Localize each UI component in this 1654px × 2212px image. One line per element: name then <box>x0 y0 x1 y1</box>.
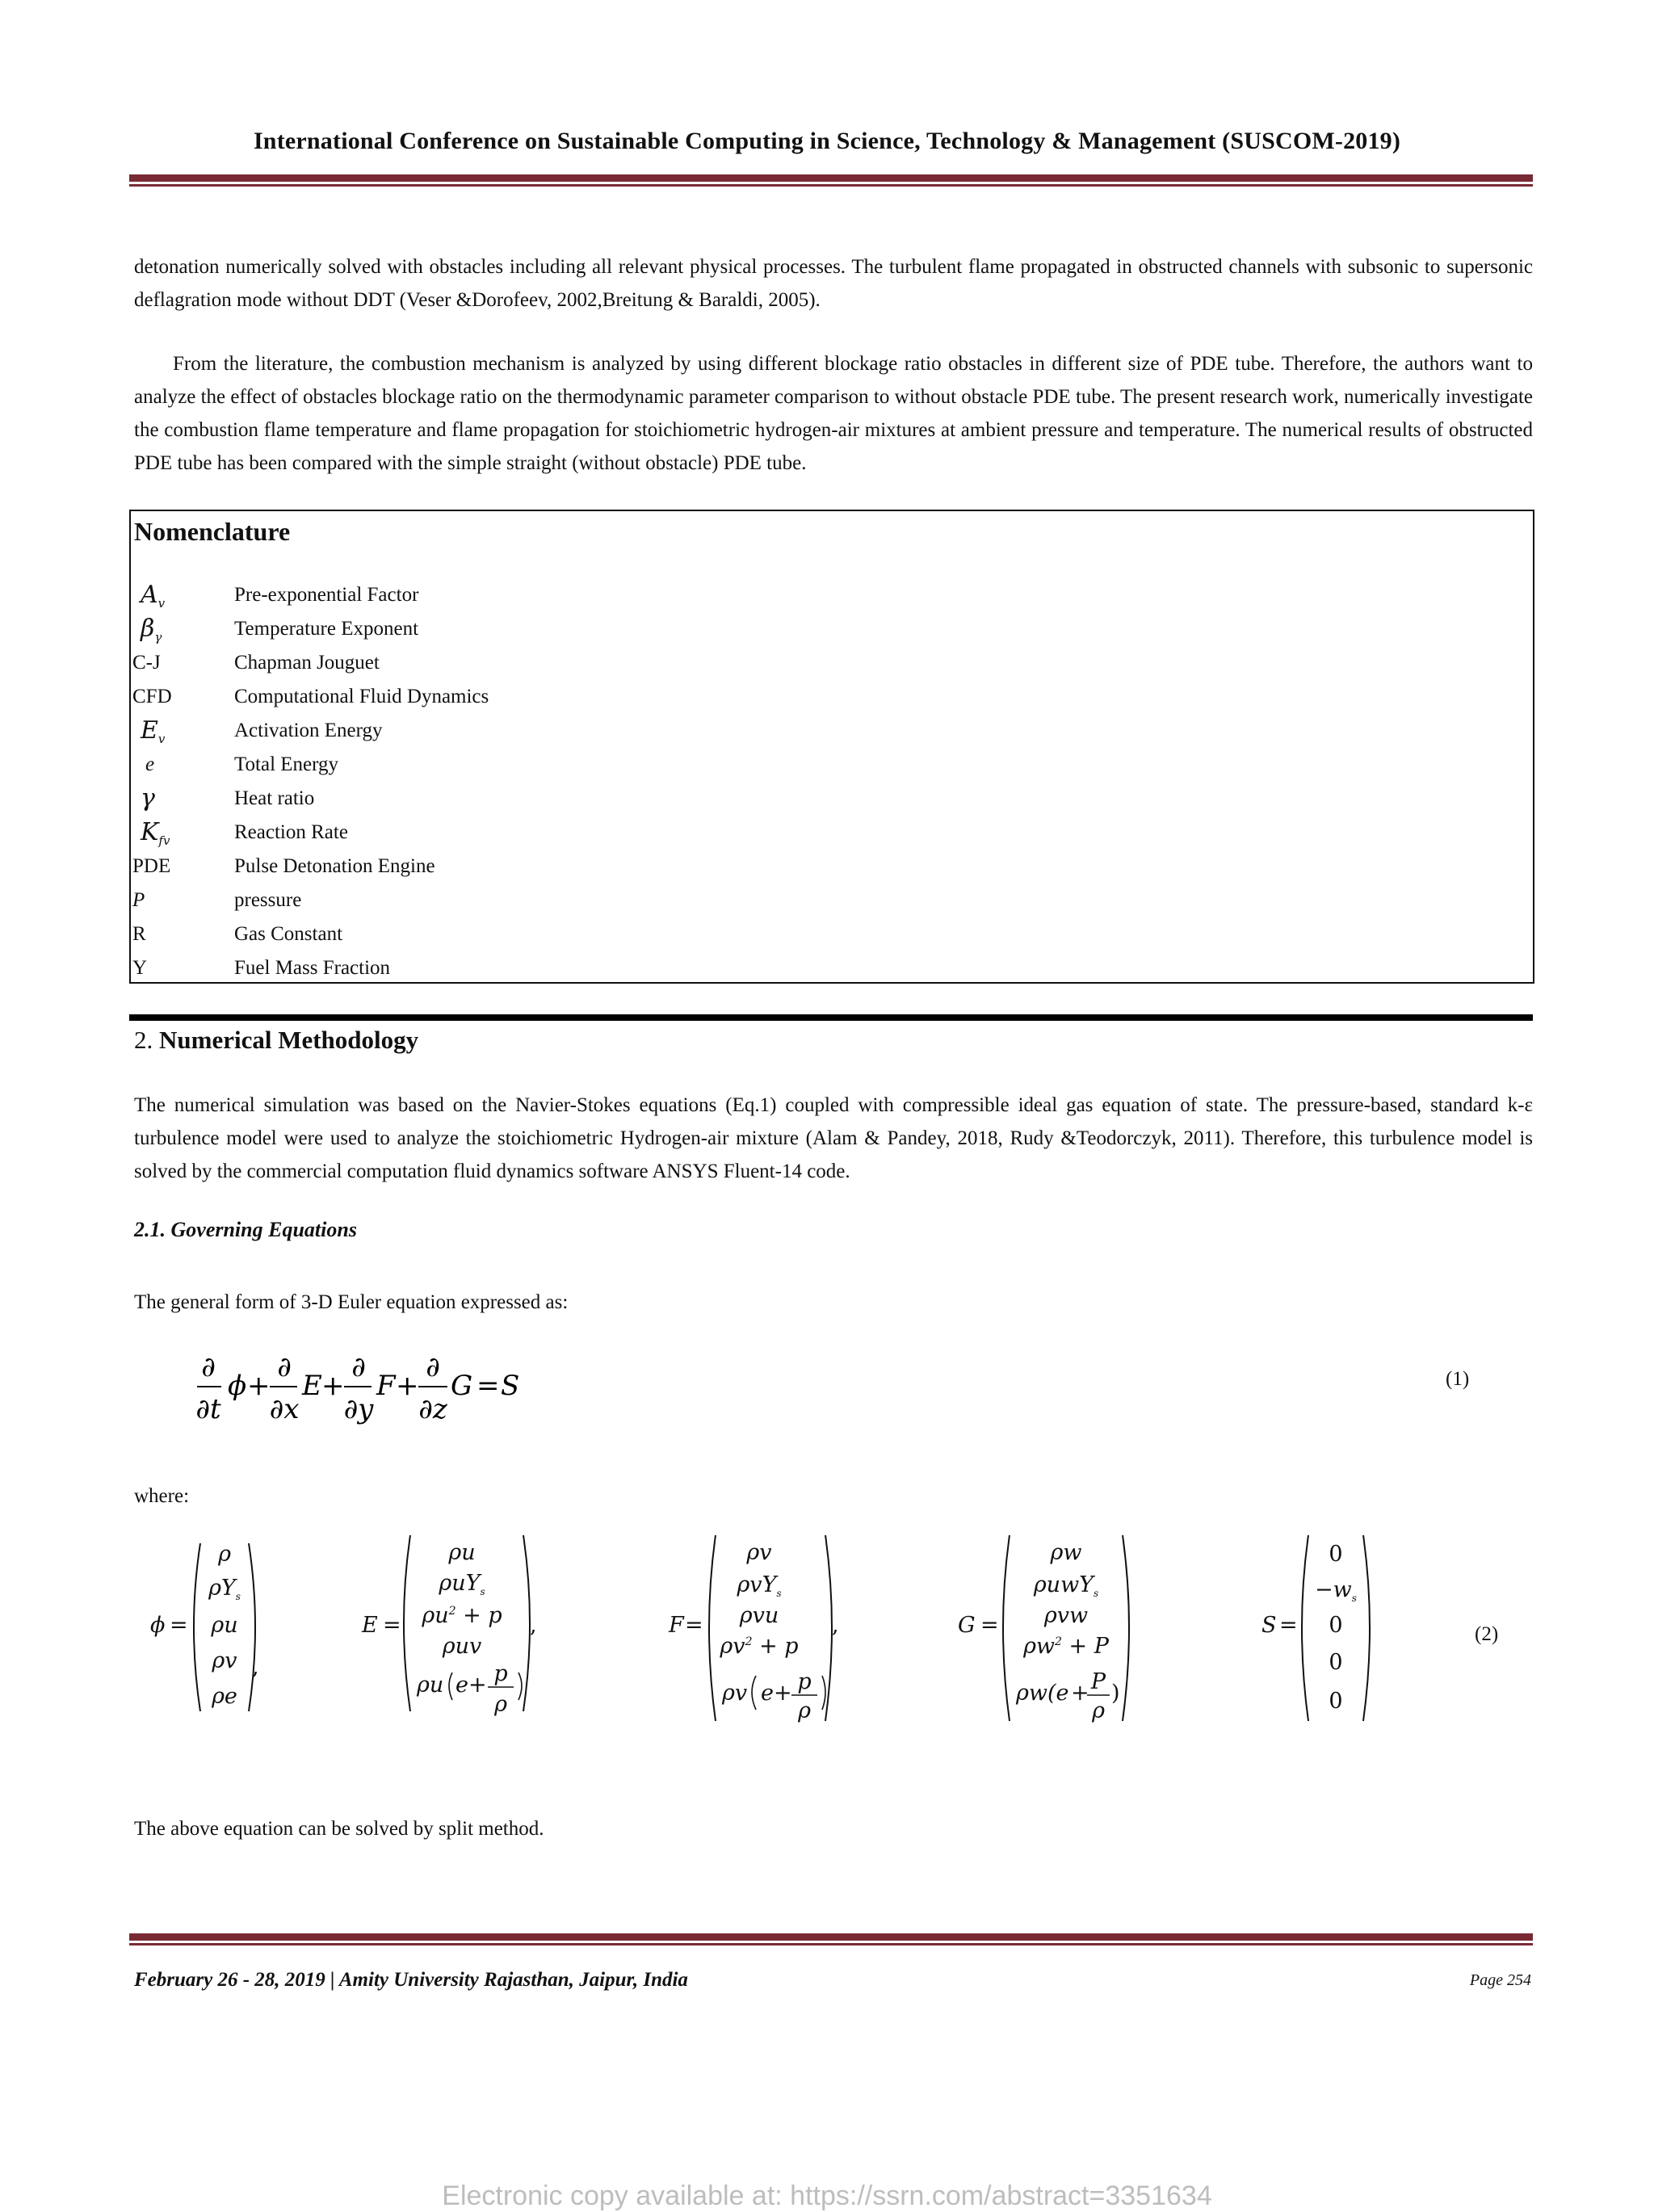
svg-text:ρu: ρu <box>417 1673 444 1698</box>
header-rule-thick <box>129 174 1533 182</box>
nomenclature-definition: Activation Energy <box>234 720 383 741</box>
svg-text:ρvu: ρvu <box>739 1603 779 1628</box>
footer-event-info: February 26 - 28, 2019 | Amity University Rajasthan, Jaipur, India <box>134 1969 688 1991</box>
nomenclature-symbol: PDE <box>132 855 171 877</box>
svg-text:e: e <box>761 1681 774 1706</box>
svg-text:+: + <box>321 1370 345 1402</box>
svg-text:F: F <box>669 1613 684 1638</box>
svg-text:ρ: ρ <box>494 1692 507 1717</box>
svg-text:ρ: ρ <box>798 1698 811 1723</box>
svg-text:+: + <box>468 1673 487 1698</box>
svg-text:∂: ∂ <box>426 1351 440 1383</box>
svg-text:0: 0 <box>1329 1689 1343 1714</box>
svg-text:e: e <box>455 1673 468 1698</box>
svg-text:E: E <box>362 1613 378 1638</box>
svg-text:ϕ: ϕ <box>150 1613 166 1638</box>
svg-text:P: P <box>1090 1669 1106 1694</box>
svg-text:ρuYs: ρuY$_s$ <box>439 1571 485 1597</box>
nomenclature-symbol: e <box>145 753 155 775</box>
svg-text:,: , <box>252 1655 259 1680</box>
nomenclature-definition: Temperature Exponent <box>234 618 419 640</box>
svg-text:F: F <box>376 1370 396 1402</box>
methodology-paragraph: The numerical simulation was based on the Navier-Stokes equations (Eq.1) coupled with compressible ideal gas equation of state. The pressure-based, standard k-ε turbulence model were used to analyze the stoichiometric Hydrogen-air mixture (Alam & Pandey, 2018, Rudy &Teodorczyk, 2011). Therefore, this turbulence model is solved by the commercial computation fluid dynamics software ANSYS Fluent-14 code. <box>134 1094 1533 1182</box>
svg-text:ρu2 + p: $\rho u^2 + p$ <box>422 1603 502 1628</box>
nomenclature-definition: Gas Constant <box>234 923 343 945</box>
svg-text:E: E <box>302 1370 322 1402</box>
svg-text:∂: ∂ <box>277 1351 292 1383</box>
svg-text:0: 0 <box>1329 1650 1343 1675</box>
section-divider <box>129 1014 1533 1021</box>
svg-text:=: = <box>383 1613 401 1638</box>
svg-text:∂z: ∂z <box>418 1393 447 1425</box>
closing-sentence: The above equation can be solved by split method. <box>134 1818 544 1840</box>
nomenclature-heading: Nomenclature <box>134 517 291 546</box>
svg-text:∂: ∂ <box>201 1351 216 1383</box>
svg-text:0: 0 <box>1329 1613 1343 1638</box>
svg-text:∂x: ∂x <box>269 1393 300 1425</box>
nomenclature-definition: Reaction Rate <box>234 821 348 843</box>
svg-text:G: G <box>958 1613 976 1638</box>
nomenclature-definition: Pre-exponential Factor <box>234 584 419 606</box>
nomenclature-symbol: γ <box>141 784 155 812</box>
svg-text:,: , <box>530 1613 537 1638</box>
svg-text:∂y: ∂y <box>343 1393 374 1425</box>
svg-text:ρw(e: ρw(e <box>1016 1681 1069 1706</box>
svg-text:ρu: ρu <box>448 1540 476 1565</box>
ssrn-watermark: Electronic copy available at: https://ssrn.com/abstract=3351634 <box>442 2181 1212 2211</box>
svg-text:0: 0 <box>1329 1542 1343 1567</box>
svg-text:∂: ∂ <box>351 1351 366 1383</box>
paragraph-detonation: detonation numerically solved with obstacles including all relevant physical processes. The turbulent flame propagated in obstructed channels with subsonic to supersonic deflagration mode without DDT (Veser &Dorofeev, 2002,Breitung & Baraldi, 2005). <box>134 256 1533 311</box>
svg-text:=: = <box>980 1613 999 1638</box>
paragraph-literature: From the literature, the combustion mechanism is analyzed by using different blockage ratio obstacles in different size of PDE tube. Therefore, the authors want to analyze the effect of obstacles blockage ratio on the thermodynamic parameter comparison to without obstacle PDE tube. The present research work, numerically investigate the combustion flame temperature and flame propagation for stoichiometric hydrogen-air mixtures at ambient pressure and temperature. The numerical results of obstructed PDE tube has been compared with the simple straight (without obstacle) PDE tube. <box>134 353 1533 474</box>
nomenclature-symbol: C-J <box>132 652 161 674</box>
svg-text:ϕ: ϕ <box>228 1370 247 1402</box>
svg-text:ρv2 + p: $\rho v^2 + p$ <box>720 1634 799 1659</box>
page-number: Page 254 <box>1469 1971 1531 1989</box>
nomenclature-symbol: R <box>132 923 146 945</box>
nomenclature-definition: Pulse Detonation Engine <box>234 855 435 877</box>
svg-text:ρvYs: ρvY$_s$ <box>737 1572 782 1599</box>
svg-text:=: = <box>170 1613 188 1638</box>
svg-text:S: S <box>501 1370 520 1402</box>
svg-text:−ws: $-w_s$ <box>1315 1577 1357 1604</box>
svg-text:+: + <box>396 1370 419 1402</box>
footer-rule-thin <box>129 1943 1533 1945</box>
nomenclature-symbol: Y <box>132 957 148 979</box>
svg-text:,: , <box>832 1613 839 1638</box>
equation-1-number: (1) <box>1446 1368 1470 1390</box>
where-label: where: <box>134 1485 190 1507</box>
svg-text:ρuwYs: ρuwY$_s$ <box>1033 1572 1099 1599</box>
svg-text:ρw2 + P: $\rho w^2 + P$ <box>1023 1634 1109 1659</box>
nomenclature-definition: Computational Fluid Dynamics <box>234 686 489 707</box>
section-number: 2. <box>134 1026 153 1054</box>
equation-2-number: (2) <box>1475 1623 1499 1645</box>
svg-text:): ) <box>1111 1681 1120 1706</box>
equation-1 <box>194 1341 565 1429</box>
svg-text:=: = <box>476 1370 500 1402</box>
svg-text:ρ: ρ <box>218 1542 231 1567</box>
nomenclature-definition: Chapman Jouguet <box>234 652 380 674</box>
nomenclature-definition: Fuel Mass Fraction <box>234 957 391 979</box>
svg-text:ρv: ρv <box>722 1681 748 1706</box>
conference-header-title: International Conference on Sustainable Computing in Science, Technology & Management (SUSCOM-2019) <box>253 128 1401 154</box>
subsection-heading: 2.1. Governing Equations <box>134 1218 357 1241</box>
svg-text:ρv: ρv <box>746 1540 772 1565</box>
svg-text:p: p <box>797 1669 812 1694</box>
svg-text:+: + <box>774 1681 792 1706</box>
nomenclature-definition: pressure <box>234 889 302 911</box>
svg-text:ρYs: $\rho Y_s$ <box>208 1576 241 1602</box>
nomenclature-symbol: $E_v$ <box>141 716 166 746</box>
nomenclature-symbol: $K_{fv}$ <box>141 818 170 848</box>
nomenclature-symbol: $\beta_\gamma$ <box>141 615 162 644</box>
svg-text:p: p <box>493 1661 508 1686</box>
header-rule-thin <box>129 184 1533 187</box>
svg-text:+: + <box>1071 1681 1089 1706</box>
svg-text:S: S <box>1261 1613 1277 1638</box>
svg-text:ρw: ρw <box>1050 1540 1082 1565</box>
footer-rule-thick <box>129 1933 1533 1941</box>
svg-text:∂t: ∂t <box>195 1393 221 1425</box>
svg-text:=: = <box>1279 1613 1298 1638</box>
nomenclature-symbol: $A_v$ <box>141 581 166 611</box>
svg-text:G: G <box>451 1370 473 1402</box>
nomenclature-definition: Heat ratio <box>234 787 315 809</box>
equation-intro: The general form of 3-D Euler equation expressed as: <box>134 1291 569 1313</box>
nomenclature-definition: Total Energy <box>234 753 339 775</box>
svg-text:ρu: ρu <box>211 1613 238 1638</box>
svg-text:ρe: ρe <box>212 1684 237 1709</box>
section-heading <box>134 1026 418 1055</box>
nomenclature-symbol: P <box>132 889 145 911</box>
svg-text:ρ: ρ <box>1092 1698 1105 1723</box>
svg-text:ρuv: ρuv <box>442 1634 482 1659</box>
equation-2 <box>145 1530 1405 1728</box>
svg-text:=: = <box>685 1613 703 1638</box>
section-title: Numerical Methodology <box>159 1026 419 1054</box>
svg-text:ρv: ρv <box>212 1648 237 1673</box>
nomenclature-symbol: CFD <box>132 686 172 707</box>
svg-text:ρvw: ρvw <box>1043 1603 1089 1628</box>
svg-text:+: + <box>247 1370 271 1402</box>
